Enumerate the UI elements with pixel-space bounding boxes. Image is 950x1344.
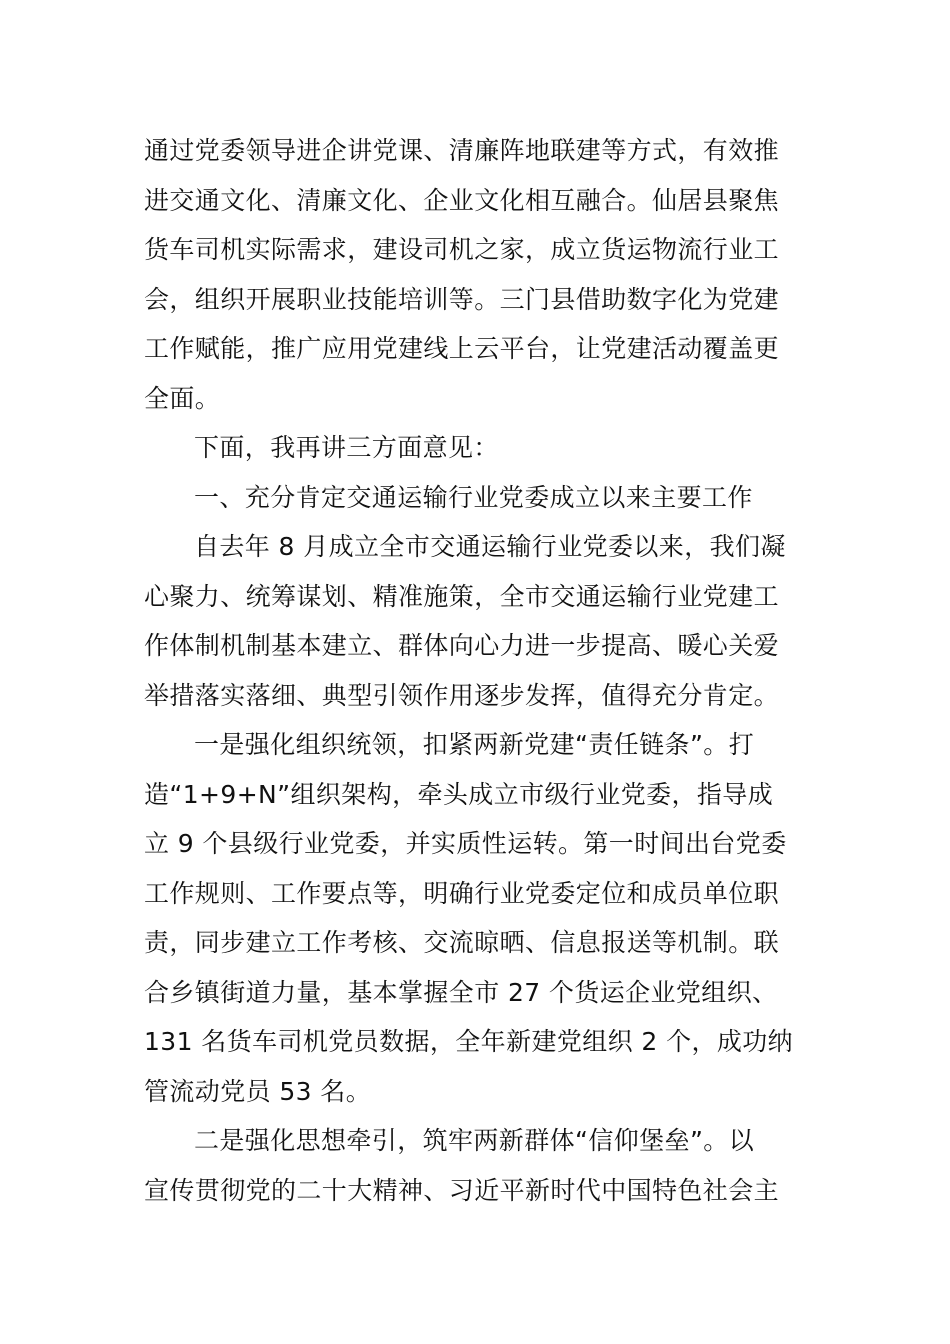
text-line: 合乡镇街道力量，基本掌握全市 27 个货运企业党组织、 bbox=[144, 977, 778, 1007]
document-body bbox=[144, 126, 808, 1215]
text-line: 举措落实落细、典型引领作用逐步发挥，值得充分肯定。 bbox=[144, 680, 780, 710]
text-line: 一是强化组织统领，扣紧两新党建“责任链条”。打 bbox=[194, 730, 755, 759]
text-line: 心聚力、统筹谋划、精准施策，全市交通运输行业党建工 bbox=[144, 581, 780, 611]
text-line: 宣传贯彻党的二十大精神、习近平新时代中国特色社会主 bbox=[144, 1175, 780, 1205]
text-line: 131 名货车司机党员数据，全年新建党组织 2 个，成功纳 bbox=[144, 1027, 794, 1056]
text-line: 通过党委领导进企讲党课、清廉阵地联建等方式，有效推 bbox=[144, 136, 780, 165]
text-line: 作体制机制基本建立、群体向心力进一步提高、暖心关爱 bbox=[144, 631, 780, 660]
text-line: 会，组织开展职业技能培训等。三门县借助数字化为党建 bbox=[144, 284, 780, 314]
text-line: 全面。 bbox=[144, 383, 221, 413]
text-line: 工作规则、工作要点等，明确行业党委定位和成员单位职 bbox=[144, 878, 780, 908]
text-line: 下面，我再讲三方面意见： bbox=[194, 433, 499, 462]
text-line: 进交通文化、清廉文化、企业文化相互融合。仙居县聚焦 bbox=[144, 185, 780, 215]
text-line: 造“1+9+N”组织架构，牵头成立市级行业党委，指导成 bbox=[144, 779, 774, 809]
text-line: 工作赋能，推广应用党建线上云平台，让党建活动覆盖更 bbox=[144, 334, 780, 363]
text-line: 货车司机实际需求，建设司机之家，成立货运物流行业工 bbox=[144, 235, 780, 264]
section-heading: 一、充分肯定交通运输行业党委成立以来主要工作 bbox=[194, 482, 753, 512]
text-line: 管流动党员 53 名。 bbox=[144, 1076, 372, 1106]
text-line: 责，同步建立工作考核、交流晾晒、信息报送等机制。联 bbox=[144, 928, 780, 957]
text-line: 自去年 8 月成立全市交通运输行业党委以来，我们凝 bbox=[194, 532, 786, 561]
text-line: 二是强化思想牵引，筑牢两新群体“信仰堡垒”。以 bbox=[194, 1126, 755, 1155]
text-line: 立 9 个县级行业党委，并实质性运转。第一时间出台党委 bbox=[144, 829, 787, 858]
